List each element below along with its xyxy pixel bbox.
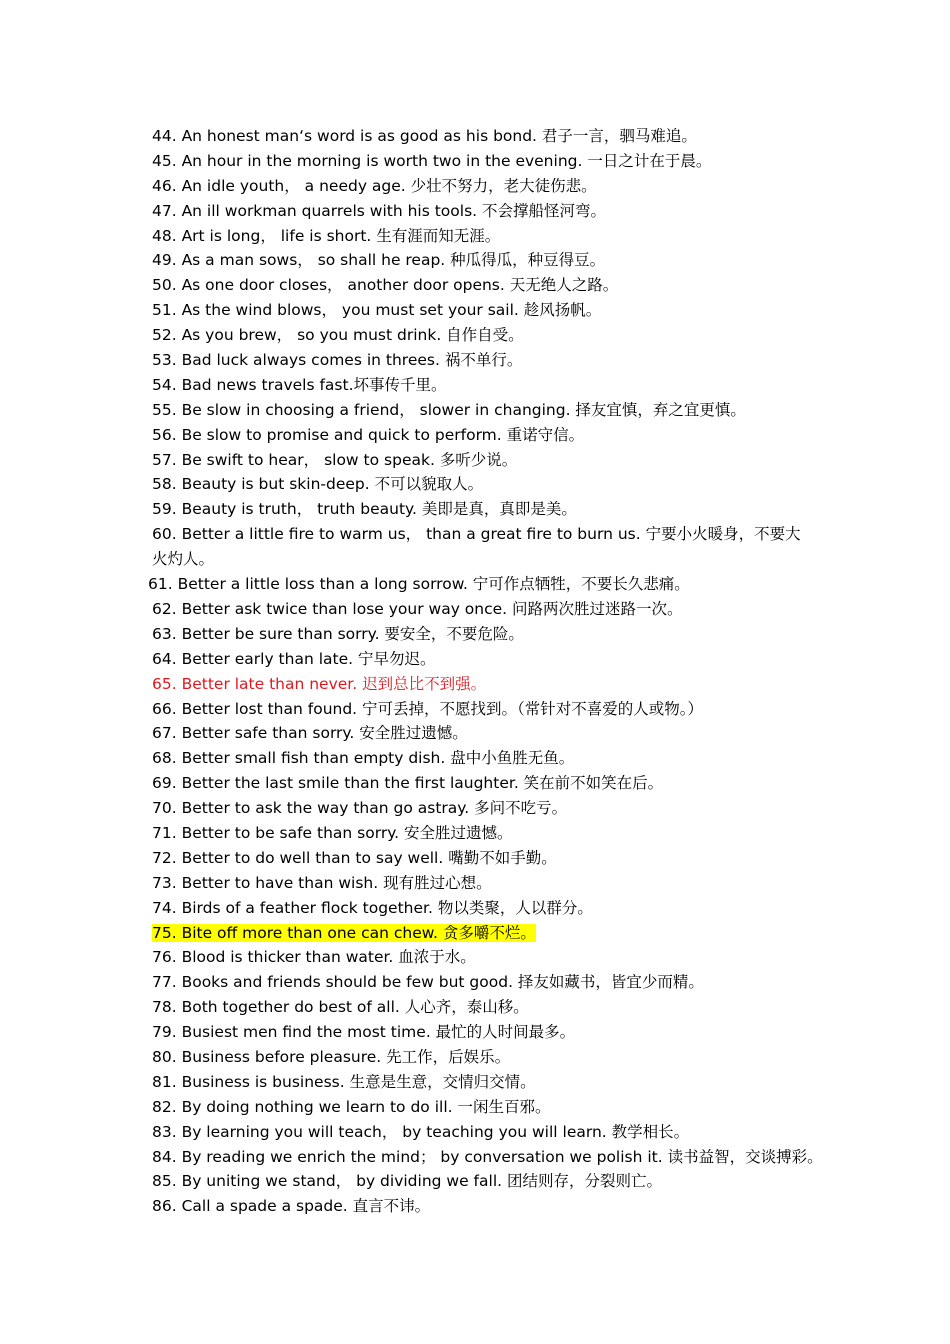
proverb-list — [144, 124, 823, 1219]
proverb-50: 50. As one door closes， another door opens. 天无绝人之路。 — [152, 276, 619, 295]
proverb-69: 69. Better the last smile than the first laughter. 笑在前不如笑在后。 — [152, 774, 664, 793]
proverb-54: 54. Bad news travels fast.坏事传千里。 — [152, 375, 447, 394]
proverb-63: 63. Better be sure than sorry. 要安全，不要危险。 — [152, 624, 524, 643]
proverb-57: 57. Be swift to hear， slow to speak. 多听少说。 — [152, 450, 518, 469]
proverb-64: 64. Better early than late. 宁早勿迟。 — [152, 649, 436, 668]
proverb-78: 78. Both together do best of all. 人心齐，泰山移。 — [152, 998, 529, 1017]
proverb-48: 48. Art is long， life is short. 生有涯而知无涯。 — [152, 226, 501, 245]
proverb-66: 66. Better lost than found. 宁可丢掉，不愿找到。（常针对不喜爱的人或物。） — [152, 699, 704, 718]
proverb-70: 70. Better to ask the way than go astray. 多问不吃亏。 — [152, 799, 568, 818]
proverb-85: 85. By uniting we stand， by dividing we fall. 团结则存，分裂则亡。 — [152, 1172, 662, 1191]
proverb-84: 84. By reading we enrich the mind； by conversation we polish it. 读书益智，交谈搏彩。 — [152, 1147, 823, 1166]
proverb-83: 83. By learning you will teach， by teaching you will learn. 教学相长。 — [152, 1122, 690, 1141]
proverb-82: 82. By doing nothing we learn to do ill. 一闲生百邪。 — [152, 1097, 551, 1116]
proverb-86: 86. Call a spade a spade. 直言不讳。 — [152, 1197, 431, 1216]
proverb-56: 56. Be slow to promise and quick to perform. 重诺守信。 — [152, 425, 585, 444]
proverb-44: 44. An honest man‘s word is as good as his bond. 君子一言，驷马难追。 — [152, 127, 697, 145]
proverb-55: 55. Be slow in choosing a friend， slower in changing. 择友宜慎，弃之宜更慎。 — [152, 400, 746, 419]
proverb-67: 67. Better safe than sorry. 安全胜过遗憾。 — [152, 724, 468, 743]
proverb-65: 65. Better late than never. 迟到总比不到强。 — [152, 674, 487, 693]
proverb-51: 51. As the wind blows， you must set your sail. 趁风扬帆。 — [152, 301, 602, 320]
proverb-74: 74. Birds of a feather flock together. 物以类聚，人以群分。 — [152, 898, 593, 917]
proverb-79: 79. Busiest men find the most time. 最忙的人时间最多。 — [152, 1023, 576, 1042]
proverb-47: 47. An ill workman quarrels with his tools. 不会撑船怪河弯。 — [152, 201, 606, 220]
proverb-61: 61. Better a little loss than a long sorrow. 宁可作点牺牲，不要长久悲痛。 — [148, 575, 690, 594]
proverb-58: 58. Beauty is but skin-deep. 不可以貌取人。 — [152, 475, 484, 494]
proverb-46: 46. An idle youth， a needy age. 少壮不努力，老大徒伤悲。 — [152, 176, 597, 195]
proverb-71: 71. Better to be safe than sorry. 安全胜过遗憾。 — [152, 823, 513, 842]
proverb-52: 52. As you brew， so you must drink. 自作自受。 — [152, 326, 524, 345]
proverb-49: 49. As a man sows， so shall he reap. 种瓜得瓜，种豆得豆。 — [152, 251, 606, 270]
proverb-45: 45. An hour in the morning is worth two in the evening. 一日之计在于晨。 — [152, 151, 712, 170]
proverb-76: 76. Blood is thicker than water. 血浓于水。 — [152, 948, 476, 967]
proverb-72: 72. Better to do well than to say well. 嘴勤不如手勤。 — [152, 848, 557, 867]
proverb-75 — [144, 921, 814, 946]
proverb-80: 80. Business before pleasure. 先工作，后娱乐。 — [152, 1047, 511, 1066]
highlighted-text: 75. Bite off more than one can chew. 贪多嚼不烂。 — [152, 923, 536, 942]
proverb-59: 59. Beauty is truth， truth beauty. 美即是真，真即是美。 — [152, 500, 577, 519]
proverb-68: 68. Better small fish than empty dish. 盘中小鱼胜无鱼。 — [152, 749, 575, 768]
proverb-81: 81. Business is business. 生意是生意，交情归交情。 — [152, 1072, 536, 1091]
proverb-77: 77. Books and friends should be few but good. 择友如藏书，皆宜少而精。 — [152, 973, 704, 992]
proverb-53: 53. Bad luck always comes in threes. 祸不单行。 — [152, 351, 523, 370]
proverb-73: 73. Better to have than wish. 现有胜过心想。 — [152, 873, 492, 892]
proverb-60: 60. Better a little fire to warm us， than a great fire to burn us. 宁要小火暖身，不要大火灼人。 — [152, 525, 801, 569]
proverb-62: 62. Better ask twice than lose your way once. 问路两次胜过迷路一次。 — [152, 599, 683, 618]
